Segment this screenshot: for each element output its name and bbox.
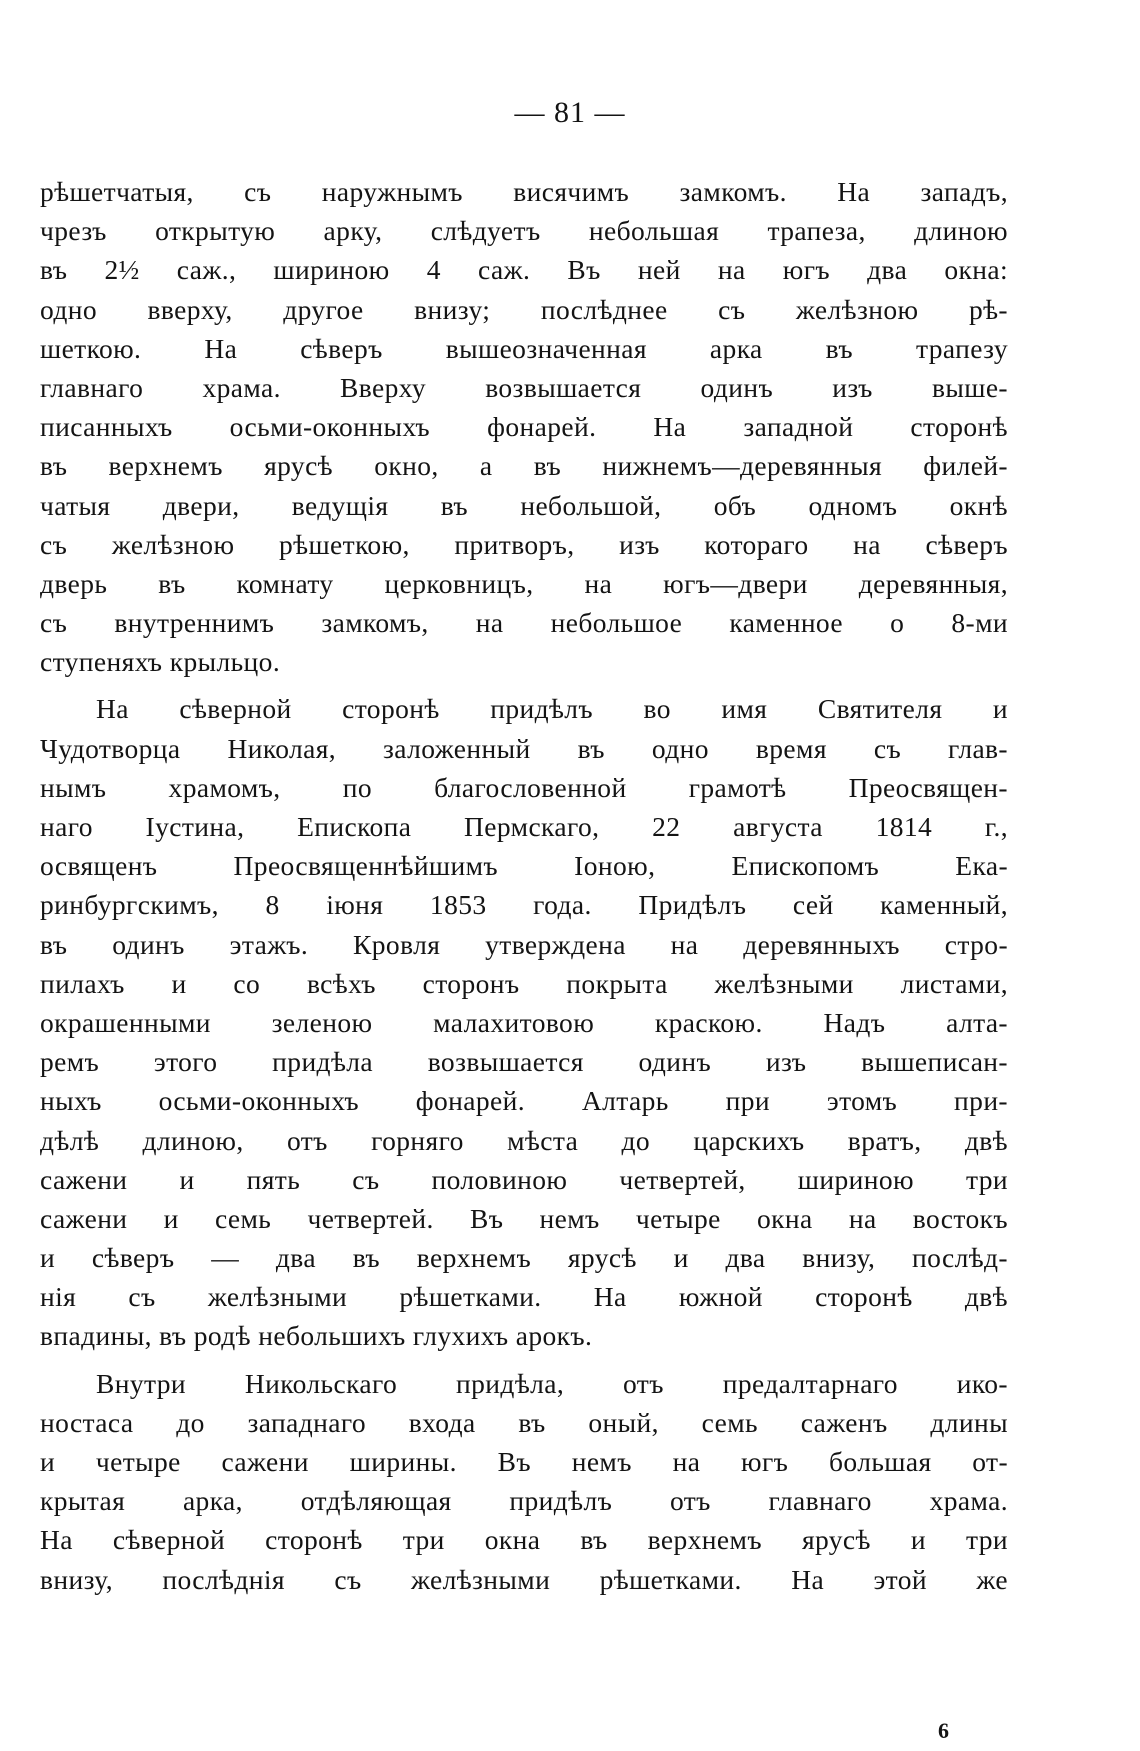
- text-line: внизу, послѣднія съ желѣзными рѣшетками. На этой же: [40, 1563, 1008, 1595]
- text-line: ностаса до западнаго входа въ оный, семь саженъ длины: [40, 1406, 1008, 1438]
- text-line: освященъ Преосвященнѣйшимъ Іоною, Епископомъ Ека-: [40, 850, 1008, 882]
- text-line: въ 2½ саж., шириною 4 саж. Въ ней на югъ два окна:: [40, 254, 1008, 286]
- text-line: чатыя двери, ведущія въ небольшой, объ одномъ окнѣ: [40, 489, 1008, 521]
- text-line: въ верхнемъ ярусѣ окно, а въ нижнемъ—деревянныя филей-: [40, 450, 1008, 482]
- text-line: нія съ желѣзными рѣшетками. На южной сторонѣ двѣ: [40, 1281, 1008, 1313]
- paragraph-2: [40, 689, 1008, 1355]
- text-line: дѣлѣ длиною, отъ горняго мѣста до царскихъ вратъ, двѣ: [40, 1124, 1008, 1156]
- text-line: сажени и пять съ половиною четвертей, шириною три: [40, 1163, 1008, 1195]
- text-line: и четыре сажени ширины. Въ немъ на югъ большая от-: [40, 1446, 1008, 1477]
- text-line: чрезъ открытую арку, слѣдуетъ небольшая трапеза, длиною: [40, 215, 1008, 247]
- text-line: съ желѣзною рѣшеткою, притворъ, изъ котораго на сѣверъ: [40, 528, 1008, 560]
- text-line: дверь въ комнату церковницъ, на югъ—двери деревянныя,: [40, 567, 1008, 599]
- page-text: [40, 172, 1008, 1599]
- text-line: рѣшетчатыя, съ наружнымъ висячимъ замкомъ. На западъ,: [40, 176, 1008, 207]
- text-line: и сѣверъ — два въ верхнемъ ярусѣ и два внизу, послѣд-: [40, 1242, 1008, 1274]
- text-line: впадины, въ родѣ небольшихъ глухихъ арокъ.: [40, 1320, 593, 1352]
- text-line: Внутри Никольскаго придѣла, отъ предалтарнаго ико-: [96, 1367, 1008, 1399]
- text-line: въ одинъ этажъ. Кровля утверждена на деревянныхъ стро-: [40, 928, 1008, 960]
- text-line: съ внутреннимъ замкомъ, на небольшое каменное о 8-ми: [40, 607, 1008, 639]
- text-line: окрашенными зеленою малахитовою краскою. Надъ алта-: [40, 1006, 1008, 1038]
- paragraph-3: [40, 1364, 1008, 1599]
- text-line: крытая арка, отдѣляющая придѣлъ отъ главнаго храма.: [40, 1485, 1008, 1517]
- page-number: — 81 —: [514, 96, 626, 129]
- text-line: одно вверху, другое внизу; послѣднее съ желѣзною рѣ-: [40, 293, 1008, 325]
- text-line: писанныхъ осьми-оконныхъ фонарей. На западной сторонѣ: [40, 411, 1008, 443]
- signature-mark: 6: [938, 1718, 949, 1743]
- text-line: пилахъ и со всѣхъ сторонъ покрыта желѣзными листами,: [40, 967, 1008, 999]
- text-line: ремъ этого придѣла возвышается одинъ изъ вышеписан-: [40, 1046, 1008, 1078]
- text-line: наго Іустина, Епископа Пермскаго, 22 августа 1814 г.,: [40, 811, 1008, 842]
- text-line: главнаго храма. Вверху возвышается одинъ изъ выше-: [40, 371, 1008, 403]
- text-line: шеткою. На сѣверъ вышеозначенная арка въ трапезу: [40, 332, 1008, 364]
- text-line: ринбургскимъ, 8 іюня 1853 года. Придѣлъ сей каменный,: [40, 889, 1008, 921]
- paragraph-1: [40, 172, 1008, 681]
- text-line: сажени и семь четвертей. Въ немъ четыре окна на востокъ: [40, 1202, 1008, 1234]
- text-line: На сѣверной сторонѣ три окна въ верхнемъ ярусѣ и три: [40, 1524, 1008, 1556]
- text-line: На сѣверной сторонѣ придѣлъ во имя Святителя и: [96, 693, 1008, 725]
- text-line: ступеняхъ крыльцо.: [40, 646, 281, 678]
- text-line: Чудотворца Николая, заложенный въ одно время съ глав-: [40, 732, 1008, 764]
- text-line: ныхъ осьми-оконныхъ фонарей. Алтарь при этомъ при-: [40, 1085, 1008, 1117]
- text-line: нымъ храмомъ, по благословенной грамотѣ Преосвящен-: [40, 771, 1008, 803]
